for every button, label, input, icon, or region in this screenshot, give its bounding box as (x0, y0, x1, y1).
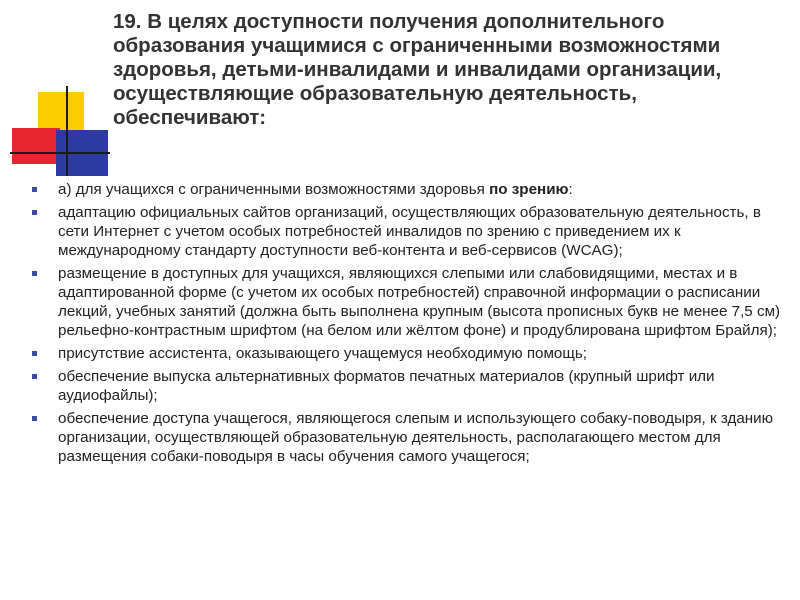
list-item-bold-text: по зрению (489, 181, 569, 198)
list-item (28, 344, 788, 363)
list-item-text: обеспечение доступа учащегося, являющегося слепым и использующего собаку-поводыря, к зданию организации, осуществляющей образовательную деятельность, располагающего местом для размещения собаки-поводыря в часы обучения самого учащегося; (58, 410, 774, 465)
list-item (28, 367, 788, 405)
list-item (28, 264, 788, 340)
list-item-text: а) для учащихся с ограниченными возможностями здоровья (58, 181, 490, 198)
list-item-suffix: : (568, 181, 573, 198)
horizontal-line (10, 152, 110, 154)
bullet-icon (32, 351, 37, 356)
list-item-text: размещение в доступных для учащихся, являющихся слепыми или слабовидящими, местах и в адаптированной форме (с учетом их особых потребностей) справочной информации о расписании лекций, учебных занятий (должна быть выполнена крупным (высота прописных букв не менее 7,5 см) рельефно-контрастным шрифтом (на белом или жёлтом фоне) и продублирована шрифтом Брайля); (58, 265, 781, 339)
list-item-text: присутствие ассистента, оказывающего учащемуся необходимую помощь; (58, 345, 588, 362)
list-item (28, 409, 788, 466)
list-item (28, 203, 788, 260)
red-square (12, 128, 60, 164)
bullet-icon (32, 271, 37, 276)
list-item-text: адаптацию официальных сайтов организаций, осуществляющих образовательную деятельность, в сети Интернет с учетом особых потребностей инвалидов по зрению с приведением их к международному стандарту доступности веб-контента и веб-сервисов (WCAG); (58, 204, 761, 259)
bullet-icon (32, 210, 37, 215)
bullet-icon (32, 187, 37, 192)
bullet-list (28, 180, 788, 470)
list-item-text: обеспечение выпуска альтернативных форматов печатных материалов (крупный шрифт или аудиофайлы); (58, 368, 715, 404)
list-item (28, 180, 788, 199)
slide-title: 19. В целях доступности получения дополнительного образования учащимися с ограниченными возможностями здоровья, детьми-инвалидами и инвалидами организации, осуществляющие образовательную деятельность, обеспечивают: (113, 10, 722, 129)
bullet-icon (32, 374, 37, 379)
vertical-line (66, 86, 68, 176)
bullet-icon (32, 416, 37, 421)
